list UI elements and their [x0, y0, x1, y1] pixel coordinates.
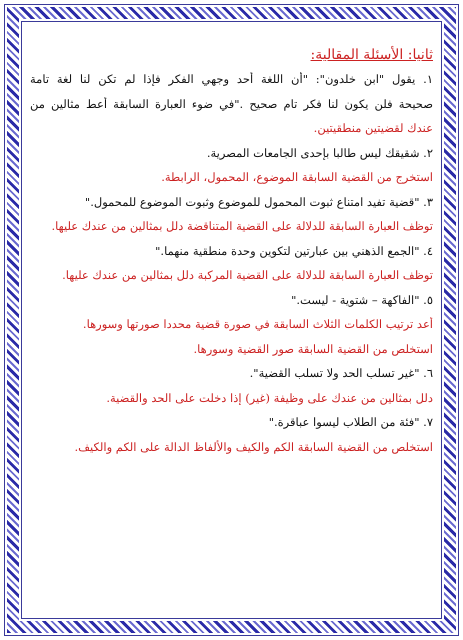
- question-7-task: استخلص من القضية السابقة الكم والكيف والألفاظ الدالة على الكم والكيف.: [74, 439, 433, 454]
- question-3-task: توظف العبارة السابقة للدلالة على القضية المتناقضة دلل بمثالين من عندك عليها.: [51, 219, 433, 233]
- question-1-line-1: ١. يقول "ابن خلدون": "أن اللغة أحد وجهي الفكر فإذا لم تكن لنا لغة تامة: [30, 72, 433, 86]
- question-3: ٣. "قضية تفيد امتناع ثبوت المحمول للموضوع وثبوت الموضوع للمحمول.": [84, 194, 433, 209]
- question-2-task: استخرج من القضية السابقة الموضوع، المحمول، الرابطة.: [161, 170, 433, 184]
- question-1-line-2: صحيحة فلن يكون لنا فكر تام صحيح ."في ضوء العبارة السابقة أعط مثالين من: [30, 96, 433, 111]
- question-5-task-1: أعد ترتيب الكلمات الثلاث السابقة في صورة قضية محددا صورتها وسورها.: [82, 317, 433, 331]
- question-2: ٢. شقيقك ليس طالبا بإحدى الجامعات المصرية.: [206, 145, 433, 160]
- question-5-task-2: استخلص من القضية السابقة صور القضية وسورها.: [193, 341, 433, 356]
- question-7: ٧. "فئة من الطلاب ليسوا عباقرة.": [268, 415, 433, 429]
- question-4-task: توظف العبارة السابقة للدلالة على القضية المركبة دلل بمثالين من عندك عليها.: [62, 268, 433, 282]
- question-6: ٦. "غير تسلب الحد ولا تسلب القضية".: [249, 366, 433, 380]
- question-6-task: دلل بمثالين من عندك على وظيفة (غير) إذا دخلت على الحد والقضية.: [106, 390, 433, 405]
- section-title: ثانيا: الأسئلة المقالية:: [310, 47, 433, 63]
- question-1-task: عندك لقضيتين منطقيتين.: [313, 121, 433, 135]
- question-4: ٤. "الجمع الذهني بين عبارتين لتكوين وحدة منطقية منهما.": [155, 243, 433, 258]
- questions-section: [30, 48, 433, 464]
- question-5: ٥. "الفاكهة – شتوية - ليست.": [291, 292, 433, 307]
